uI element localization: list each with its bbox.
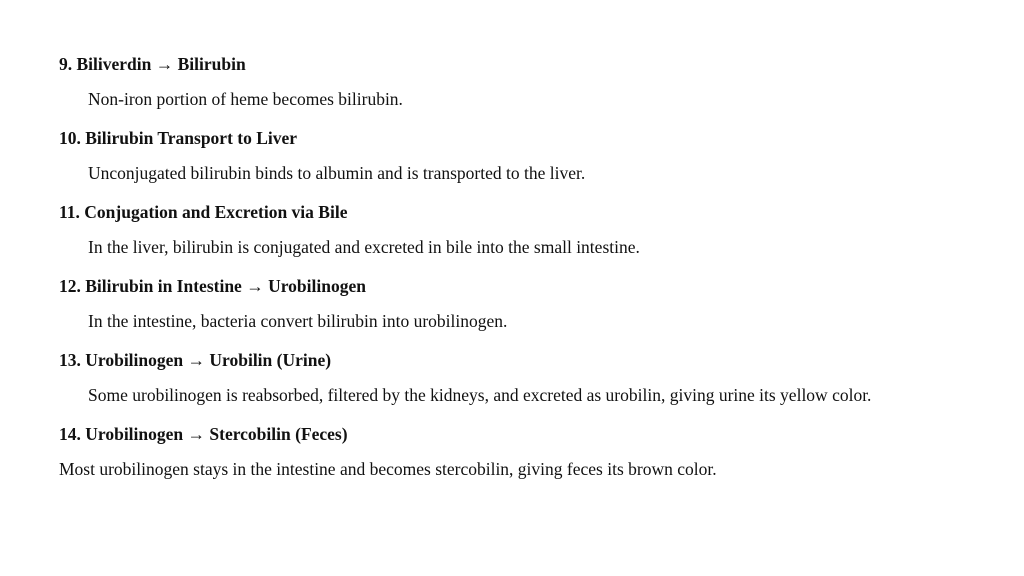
step-description: Unconjugated bilirubin binds to albumin and is transported to the liver. <box>88 163 586 183</box>
step-14 <box>59 423 1024 480</box>
step-description: In the liver, bilirubin is conjugated and excreted in bile into the small intestine. <box>88 237 640 257</box>
step-title: 11. Conjugation and Excretion via Bile <box>59 202 348 222</box>
step-description: Non-iron portion of heme becomes bilirubin. <box>88 89 403 109</box>
step-title: 9. Biliverdin → Bilirubin <box>59 54 246 74</box>
step-description: In the intestine, bacteria convert bilirubin into urobilinogen. <box>88 311 508 331</box>
step-description: Most urobilinogen stays in the intestine and becomes stercobilin, giving feces its brown color. <box>59 459 717 479</box>
step-12 <box>59 275 1024 332</box>
step-13 <box>59 349 1024 406</box>
step-title: 12. Bilirubin in Intestine → Urobilinogen <box>59 276 366 296</box>
step-9 <box>59 53 1024 110</box>
step-11 <box>59 201 1024 258</box>
step-description: Some urobilinogen is reabsorbed, filtered by the kidneys, and excreted as urobilin, giving urine its yellow color. <box>88 385 872 405</box>
step-title: 10. Bilirubin Transport to Liver <box>59 128 298 148</box>
step-10 <box>59 127 1024 184</box>
step-title: 13. Urobilinogen → Urobilin (Urine) <box>59 350 332 370</box>
step-title: 14. Urobilinogen → Stercobilin (Feces) <box>59 424 348 444</box>
